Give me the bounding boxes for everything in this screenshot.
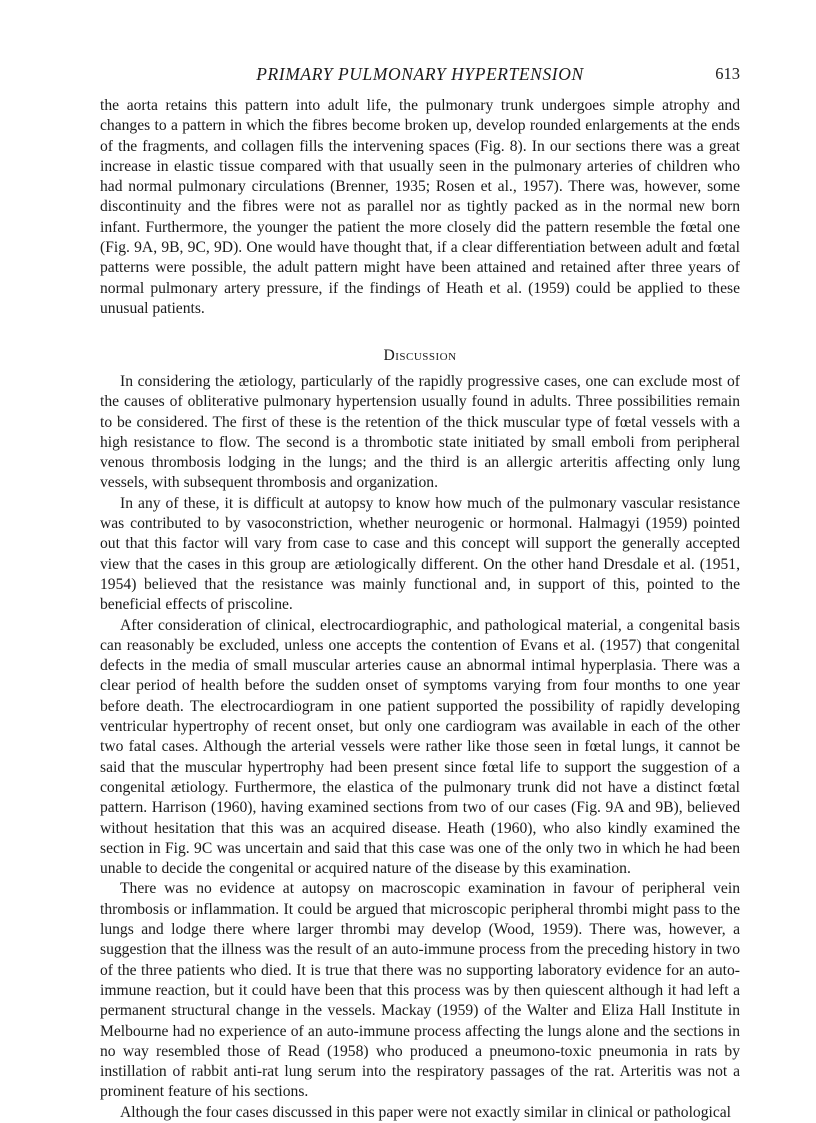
paragraph-thrombosis: There was no evidence at autopsy on macroscopic examination in favour of peripheral vein thrombosis or inflammation. It could be argued that microscopic peripheral thrombi might pass to the lungs and lodge there where larger thrombi may develop (Wood, 1959). There was, however, a suggestion that the illness was the result of an auto-immune process from the preceding history in two of the three patients who died. It is true that there was no supporting laboratory evidence for an auto-immune reaction, but it could have been that this process was by then quiescent although it had left a permanent structural change in the vessels. Mackay (1959) of the Walter and Eliza Hall Institute in Melbourne had no experience of an auto-immune process affecting the lungs alone and the sections in no way resembled those of Read (1958) who produced a pneumono-toxic pneumonia in rats by instillation of rabbit anti-rat lung serum into the respiratory passages of the rat. Arteritis was not a prominent feature of his sections. — [100, 880, 740, 1101]
paragraph-aetiology: In considering the ætiology, particularly of the rapidly progressive cases, one can exclude most of the causes of obliterative pulmonary hypertension usually found in adults. Three possibilities remain to be considered. The first of these is the retention of the thick muscular type of fœtal vessels with a high resistance to flow. The second is a thrombotic state initiated by small emboli from peripheral venous thrombosis lodging in the lungs; and the third is an allergic arteritis affecting only lung vessels, with subsequent thrombosis and organization. — [100, 373, 740, 492]
paragraph-closing: Although the four cases discussed in this paper were not exactly similar in clinical or pathological — [120, 1103, 732, 1121]
discussion-section — [100, 346, 740, 1123]
running-head — [100, 64, 740, 88]
page-number: 613 — [715, 64, 740, 83]
continued-text-block — [100, 96, 740, 319]
paragraph-vasoconstriction: In any of these, it is difficult at autopsy to know how much of the pulmonary vascular resistance was contributed to by vasoconstriction, whether neurogenic or hormonal. Halmagyi (1959) pointed out that this factor will vary from case to case and this concept will support the generally accepted view that the cases in this group are ætiologically different. On the other hand Dresdale et al. (1951, 1954) believed that the resistance was mainly functional and, in support of this, pointed to the beneficial effects of priscoline. — [100, 494, 740, 614]
running-title: PRIMARY PULMONARY HYPERTENSION — [256, 64, 584, 84]
section-heading-discussion: Discussion — [383, 347, 457, 364]
paragraph-congenital-basis: After consideration of clinical, electrocardiographic, and pathological material, a congenital basis can reasonably be excluded, unless one accepts the contention of Evans et al. (1957) that congenital defects in the media of small muscular arteries cause an abnormal intimal hyperplasia. There was a clear period of health before the sudden onset of symptoms varying from four months to one year before death. The electrocardiogram in one patient supported the possibility of rapidly developing ventricular hypertrophy of recent onset, but only one cardiogram was available in each of the other two fatal cases. Although the arterial vessels were rather like those seen in fœtal lungs, it cannot be said that the muscular hypertrophy had been present since fœtal life to support the suggestion of a congenital ætiology. Furthermore, the elastica of the pulmonary trunk did not have a distinct fœtal pattern. Harrison (1960), having examined sections from two of our cases (Fig. 9A and 9B), believed without hesitation that this was an acquired disease. Heath (1960), who also kindly examined the section in Fig. 9C was uncertain and said that this case was one of the only two in which he had been unable to decide the congenital or acquired nature of the disease by this examination. — [100, 616, 740, 878]
paragraph-continued: the aorta retains this pattern into adult life, the pulmonary trunk undergoes simple atrophy and changes to a pattern in which the fibres become broken up, develop rounded enlargements at the ends of the fragments, and collagen fills the intervening spaces (Fig. 8). In our sections there was a great increase in elastic tissue compared with that usually seen in the pulmonary arteries of children who had normal pulmonary circulations (Brenner, 1935; Rosen et al., 1957). There was, however, some discontinuity and the fibres were not as parallel nor as tightly packed as in the normal new born infant. Furthermore, the younger the patient the more closely did the pattern resemble the fœtal one (Fig. 9A, 9B, 9C, 9D). One would have thought that, if a clear differentiation between adult and fœtal patterns were possible, the adult pattern might have been attained and retained after three years of normal pulmonary artery pressure, if the findings of Heath et al. (1959) could be applied to these unusual patients. — [100, 97, 740, 317]
